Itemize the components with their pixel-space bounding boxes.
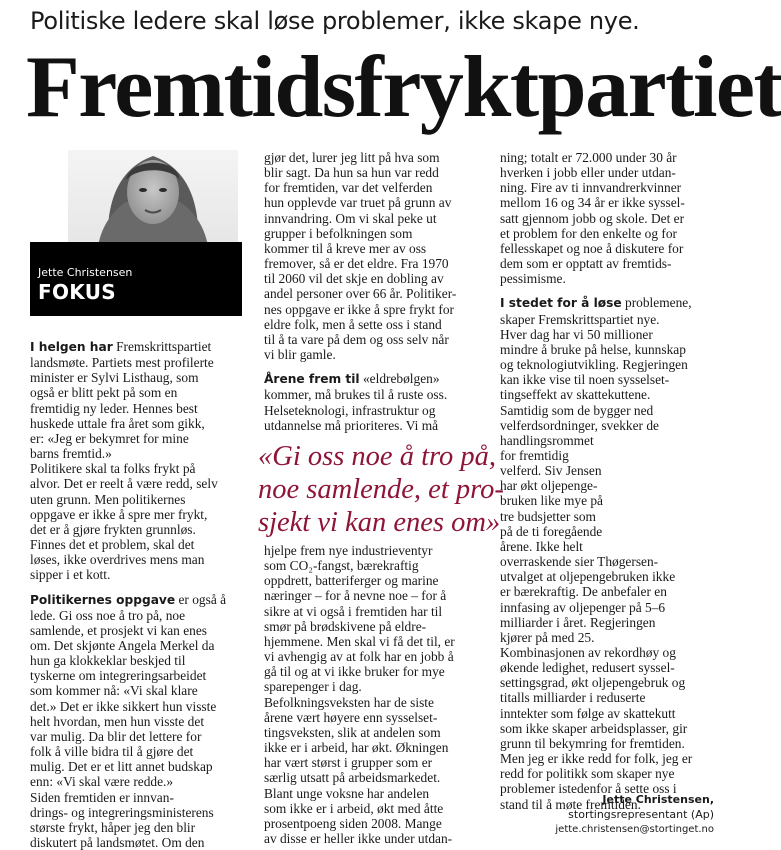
body-line bbox=[500, 660, 730, 675]
body-text: oppgave er ikke å spre mer frykt, bbox=[30, 506, 208, 522]
body-text: samlende, et prosjekt vi kan enes bbox=[30, 622, 208, 638]
body-text: oppdrett, batteriferger og marine bbox=[264, 573, 439, 589]
body-line bbox=[500, 706, 730, 721]
body-text: et problem for den enkelte og for bbox=[500, 225, 677, 241]
body-text: var mulig. Da blir det lettere for bbox=[30, 728, 202, 744]
body-text: er: «Jeg er bekymret for mine bbox=[30, 430, 189, 446]
body-line bbox=[500, 372, 730, 387]
body-line bbox=[264, 286, 492, 301]
body-line bbox=[264, 543, 494, 558]
body-line bbox=[500, 165, 730, 180]
body-line bbox=[30, 759, 245, 774]
body-text: kommer, må brukes til å ruste oss. bbox=[264, 387, 448, 403]
lead-in: Årene frem til bbox=[264, 372, 360, 387]
body-text: og teknologiutvikling. Regjeringen bbox=[500, 357, 688, 373]
body-line bbox=[264, 226, 492, 241]
body-line bbox=[264, 725, 494, 740]
body-text: Fremskrittspartiet bbox=[112, 339, 212, 354]
body-line bbox=[30, 507, 245, 522]
paragraph-gap bbox=[500, 286, 730, 295]
body-text: har økt oljepenge- bbox=[500, 478, 598, 494]
body-line bbox=[264, 165, 492, 180]
body-line bbox=[30, 370, 245, 385]
body-line bbox=[30, 820, 245, 835]
body-text: overraskende sier Thøgersen- bbox=[500, 554, 659, 570]
body-text: Siden fremtiden er innvan- bbox=[30, 789, 174, 805]
body-line bbox=[264, 604, 494, 619]
body-text: er bærekraftig. De anbefaler en bbox=[500, 584, 667, 600]
body-text: fremtidig ny leder. Hennes best bbox=[30, 400, 198, 416]
body-text: alvor. Det er reelt å være redd, selv bbox=[30, 476, 218, 492]
body-text: mindre å bruke på helse, kunnskap bbox=[500, 341, 686, 357]
body-text: velferdsordninger, svekker de bbox=[500, 417, 659, 433]
body-line bbox=[500, 241, 730, 256]
body-line bbox=[264, 679, 494, 694]
body-line bbox=[30, 567, 245, 582]
body-text: årene vært høyere enn sysselset- bbox=[264, 709, 438, 725]
body-line bbox=[500, 150, 730, 165]
body-line bbox=[500, 327, 730, 342]
body-text: innvandring. Om vi skal peke ut bbox=[264, 210, 437, 226]
body-line bbox=[30, 552, 245, 567]
body-line bbox=[500, 736, 730, 751]
body-text: ning; totalt er 72.000 under 30 år bbox=[500, 150, 677, 165]
body-text: nes oppgave er ikke å spre frykt for bbox=[264, 301, 454, 317]
body-text: tingsveksten, slik at andelen som bbox=[264, 724, 441, 740]
body-text: uten grunn. Men politikernes bbox=[30, 491, 186, 507]
body-line bbox=[500, 600, 730, 615]
body-line bbox=[30, 461, 245, 476]
author-photo bbox=[68, 150, 238, 246]
body-line bbox=[30, 638, 245, 653]
body-line bbox=[500, 539, 730, 554]
body-text: hun ga klokkeklar beskjed til bbox=[30, 653, 186, 669]
body-line bbox=[264, 664, 494, 679]
body-line bbox=[30, 339, 245, 355]
body-text: til 2060 vil det skje en dobling av bbox=[264, 271, 444, 287]
body-text: sikre at vi også i fremtiden har til bbox=[264, 603, 443, 619]
body-line bbox=[30, 401, 245, 416]
body-text: største frykt, håper jeg den blir bbox=[30, 819, 196, 835]
body-line bbox=[264, 418, 492, 433]
body-text: kan ikke vise til noen sysselset- bbox=[500, 372, 670, 388]
signature-email: jette.christensen@stortinget.no bbox=[555, 824, 714, 835]
body-line bbox=[500, 645, 730, 660]
body-text: gjør det, lurer jeg litt på hva som bbox=[264, 150, 440, 165]
body-line bbox=[30, 416, 245, 431]
body-text: eldre folk, men å sette oss i stand bbox=[264, 316, 442, 332]
body-text: settingsgrad, økt oljepengebruk og bbox=[500, 675, 686, 691]
body-text: redd for politikk som skaper nye bbox=[500, 766, 675, 782]
body-text: tingseffekt av skattekuttene. bbox=[500, 387, 651, 403]
pull-quote-line: «Gi oss noe å tro på, bbox=[258, 441, 497, 472]
body-text: smør på brødskivene på eldre- bbox=[264, 618, 427, 634]
body-line bbox=[30, 608, 245, 623]
kicker: Politiske ledere skal løse problemer, ikke skape nye. bbox=[30, 7, 640, 35]
body-line bbox=[264, 302, 492, 317]
paragraph-gap bbox=[30, 583, 245, 592]
body-line bbox=[30, 774, 245, 789]
body-line bbox=[500, 180, 730, 195]
body-line bbox=[264, 180, 492, 195]
body-text: problemer istedenfor å sette oss i bbox=[500, 781, 677, 797]
body-text: hjemmene. Men skal vi få det til, er bbox=[264, 633, 455, 649]
body-line bbox=[500, 295, 730, 311]
body-line bbox=[500, 554, 730, 569]
body-line bbox=[30, 835, 245, 850]
body-line bbox=[30, 355, 245, 370]
body-text: prosentpoeng siden 2008. Mange bbox=[264, 815, 442, 831]
article-column-2 bbox=[264, 150, 492, 440]
body-line bbox=[500, 271, 730, 286]
body-text: drings- og integreringsministerens bbox=[30, 804, 214, 820]
body-text: tyskerne om integreringsarbeidet bbox=[30, 668, 207, 684]
body-text: Samtidig som de bygger ned bbox=[500, 402, 654, 418]
body-text: fremover, så er det eldre. Fra 1970 bbox=[264, 256, 449, 272]
body-line bbox=[500, 584, 730, 599]
body-text: særlig utsatt på arbeidsmarkedet. bbox=[264, 770, 441, 786]
body-line bbox=[30, 744, 245, 759]
body-line bbox=[500, 403, 730, 418]
body-text: enn: «Vi skal være redde.» bbox=[30, 774, 174, 790]
body-text: sparepenger i dag. bbox=[264, 679, 362, 695]
body-line bbox=[30, 592, 245, 608]
body-line bbox=[500, 766, 730, 781]
body-line bbox=[30, 668, 245, 683]
body-line bbox=[30, 446, 245, 461]
body-text: vi avhengig av at folk har en jobb å bbox=[264, 649, 454, 665]
body-text: sipper i et kott. bbox=[30, 567, 111, 583]
body-text: næringer – for å nevne noe – for å bbox=[264, 588, 447, 604]
signature-name: Jette Christensen, bbox=[602, 793, 714, 806]
body-line bbox=[264, 403, 492, 418]
body-text: Helseteknologi, infrastruktur og bbox=[264, 402, 436, 418]
body-text: på de ti foregående bbox=[500, 523, 603, 539]
body-text: «eldrebølgen» bbox=[359, 371, 440, 387]
body-line bbox=[30, 476, 245, 491]
lead-in: Politikernes oppgave bbox=[30, 592, 176, 607]
body-text: utdannelse må prioriteres. Vi må bbox=[264, 417, 439, 433]
body-text: som ikke skaper arbeidsplasser, gir bbox=[500, 720, 688, 736]
body-line bbox=[500, 312, 730, 327]
body-text: Kombinasjonen av rekordhøy og bbox=[500, 645, 676, 660]
body-line bbox=[264, 271, 492, 286]
body-line bbox=[30, 729, 245, 744]
body-text: for fremtidig bbox=[500, 447, 569, 463]
signature-title: stortingsrepresentant (Ap) bbox=[568, 808, 714, 821]
body-line bbox=[500, 211, 730, 226]
body-text: til å ta vare på dem og oss selv når bbox=[264, 331, 449, 347]
body-text: Finnes det et problem, skal det bbox=[30, 537, 195, 553]
body-text: Politikere skal ta folks frykt på bbox=[30, 461, 196, 477]
body-text: løses, ikke overdrives mens man bbox=[30, 552, 205, 568]
body-line bbox=[30, 805, 245, 820]
body-text: hverken i jobb eller under utdan- bbox=[500, 165, 676, 181]
body-text: inntekter som følge av skattekutt bbox=[500, 705, 676, 721]
body-line bbox=[30, 431, 245, 446]
body-line bbox=[30, 537, 245, 552]
body-text: ning. Fire av ti innvandrerkvinner bbox=[500, 180, 682, 196]
body-line bbox=[500, 569, 730, 584]
body-text: blir sagt. Da hun sa hun var redd bbox=[264, 165, 439, 181]
body-line bbox=[500, 195, 730, 210]
body-text: for fremtiden, var det velferden bbox=[264, 180, 433, 196]
body-text: har vært størst i grupper som er bbox=[264, 755, 433, 771]
body-line bbox=[264, 211, 492, 226]
body-text: av disse er heller ikke under utdan- bbox=[264, 830, 453, 846]
body-text: kjører på med 25. bbox=[500, 629, 595, 645]
body-line bbox=[264, 573, 494, 588]
body-line bbox=[264, 256, 492, 271]
body-line bbox=[30, 653, 245, 668]
body-text: Hver dag har vi 50 millioner bbox=[500, 326, 653, 342]
body-text: ikke er i arbeid, har økt. Økningen bbox=[264, 740, 449, 756]
body-line bbox=[264, 816, 494, 831]
body-line bbox=[30, 790, 245, 805]
body-line bbox=[264, 332, 492, 347]
body-line bbox=[264, 831, 494, 846]
body-text: som kommer nå: «Vi skal klare bbox=[30, 683, 198, 699]
byline-band bbox=[30, 242, 242, 316]
body-line bbox=[264, 241, 492, 256]
body-line bbox=[500, 751, 730, 766]
body-text: hjelpe frem nye industrieventyr bbox=[264, 543, 433, 558]
lead-in: I stedet for å løse bbox=[500, 296, 622, 311]
body-text: velferd. Siv Jensen bbox=[500, 463, 602, 479]
body-line bbox=[264, 619, 494, 634]
body-text: Blant unge voksne har andelen bbox=[264, 785, 430, 801]
body-line bbox=[264, 740, 494, 755]
body-line bbox=[264, 801, 494, 816]
signature bbox=[500, 792, 714, 837]
body-text: skaper Fremskrittspartiet nye. bbox=[500, 311, 660, 327]
body-text: andel personer over 66 år. Politiker- bbox=[264, 286, 457, 302]
paragraph-gap bbox=[264, 362, 492, 371]
body-line bbox=[500, 256, 730, 271]
body-text: vi blir gamle. bbox=[264, 347, 336, 363]
body-text: årene. Ikke helt bbox=[500, 538, 583, 554]
body-text: utvalget at oljepengebruken ikke bbox=[500, 569, 676, 585]
body-line bbox=[264, 649, 494, 664]
body-line bbox=[264, 695, 494, 710]
body-text: er også å bbox=[175, 591, 227, 607]
body-line bbox=[500, 630, 730, 645]
body-text: kommer til å kreve mer av oss bbox=[264, 240, 427, 256]
body-text: om. Det skjønte Angela Merkel da bbox=[30, 637, 215, 653]
body-text: satt gjennom jobb og skole. Det er bbox=[500, 210, 685, 226]
body-text: Befolkningsveksten har de siste bbox=[264, 694, 434, 710]
body-text: fellesskapet og noe å diskutere for bbox=[500, 240, 684, 256]
body-line bbox=[264, 558, 494, 573]
body-line bbox=[264, 588, 494, 603]
body-text: barns fremtid.» bbox=[30, 446, 112, 462]
body-text: mulig. Det er et litt annet budskap bbox=[30, 759, 213, 775]
body-line bbox=[264, 710, 494, 725]
body-line bbox=[500, 721, 730, 736]
body-text: mellom 16 og 34 år er ikke syssel- bbox=[500, 195, 685, 211]
body-text: som CO₂-fangst, bærekraftig bbox=[264, 558, 419, 574]
pull-quote bbox=[258, 440, 588, 539]
body-text: grupper i befolkningen som bbox=[264, 225, 413, 241]
body-line bbox=[30, 623, 245, 638]
body-text: dem som er opptatt av fremtids- bbox=[500, 256, 672, 272]
article-column-1 bbox=[30, 339, 245, 850]
body-text: Men jeg er ikke redd for folk, jeg er bbox=[500, 751, 693, 767]
article-column-2-continued bbox=[264, 543, 494, 846]
body-line bbox=[264, 387, 492, 402]
body-text: titalls milliarder i reduserte bbox=[500, 690, 646, 706]
body-text: minister er Sylvi Listhaug, som bbox=[30, 370, 199, 386]
body-text: stand til å møte fremtiden. bbox=[500, 796, 641, 812]
body-line bbox=[264, 770, 494, 785]
body-line bbox=[500, 418, 730, 433]
body-text: tre budsjetter som bbox=[500, 508, 596, 524]
body-line bbox=[264, 786, 494, 801]
lead-in: I helgen har bbox=[30, 340, 113, 354]
body-line bbox=[30, 683, 245, 698]
body-text: også er blitt pekt på som en bbox=[30, 385, 178, 401]
body-text: diskutert på landsmøtet. Om den bbox=[30, 835, 205, 850]
body-line bbox=[264, 634, 494, 649]
body-text: det er å gjøre frykten grunnløs. bbox=[30, 521, 196, 537]
body-text: grunn til bekymring for fremtiden. bbox=[500, 735, 685, 751]
body-text: huskede uttale fra året som gikk, bbox=[30, 415, 205, 431]
body-text: problemene, bbox=[621, 295, 692, 311]
body-line bbox=[500, 342, 730, 357]
body-text: gå til og at vi ikke bruker for mye bbox=[264, 664, 445, 680]
byline-box bbox=[30, 150, 242, 316]
body-line bbox=[500, 615, 730, 630]
body-text: det.» Det er ikke sikkert hun visste bbox=[30, 698, 217, 714]
body-line bbox=[264, 317, 492, 332]
body-line bbox=[500, 387, 730, 402]
body-text: landsmøte. Partiets mest profilerte bbox=[30, 355, 214, 371]
body-text: helt hvordan, men hun visste det bbox=[30, 713, 205, 729]
body-line bbox=[500, 226, 730, 241]
body-line bbox=[264, 195, 492, 210]
body-line bbox=[500, 675, 730, 690]
section-label: FOKUS bbox=[38, 280, 116, 304]
byline-author: Jette Christensen bbox=[38, 266, 133, 279]
pull-quote-line: sjekt vi kan enes om» bbox=[258, 507, 501, 538]
body-line bbox=[30, 522, 245, 537]
body-text: milliarder i året. Regjeringen bbox=[500, 614, 656, 630]
body-text: handlingsrommet bbox=[500, 432, 594, 448]
body-line bbox=[264, 371, 492, 387]
body-text: bruken like mye på bbox=[500, 493, 603, 509]
body-text: folk å ville bidra til å gjøre det bbox=[30, 744, 194, 760]
body-text: innfasing av oljepenger på 5–6 bbox=[500, 599, 666, 615]
body-line bbox=[30, 699, 245, 714]
body-line bbox=[30, 714, 245, 729]
body-line bbox=[500, 690, 730, 705]
body-line bbox=[264, 150, 492, 165]
body-line bbox=[30, 492, 245, 507]
body-text: som ikke er i arbeid, økt med åtte bbox=[264, 800, 444, 816]
headline: Fremtidsfryktpartiet bbox=[26, 39, 781, 136]
pull-quote-line: noe samlende, et pro- bbox=[258, 474, 504, 505]
body-line bbox=[30, 385, 245, 400]
body-line bbox=[264, 755, 494, 770]
body-line bbox=[264, 347, 492, 362]
body-text: pessimisme. bbox=[500, 271, 566, 287]
body-text: økende ledighet, redusert syssel- bbox=[500, 660, 675, 676]
body-text: hun opplevde var truet på grunn av bbox=[264, 195, 452, 211]
body-text: lede. Gi oss noe å tro på, noe bbox=[30, 607, 186, 623]
body-line bbox=[500, 357, 730, 372]
